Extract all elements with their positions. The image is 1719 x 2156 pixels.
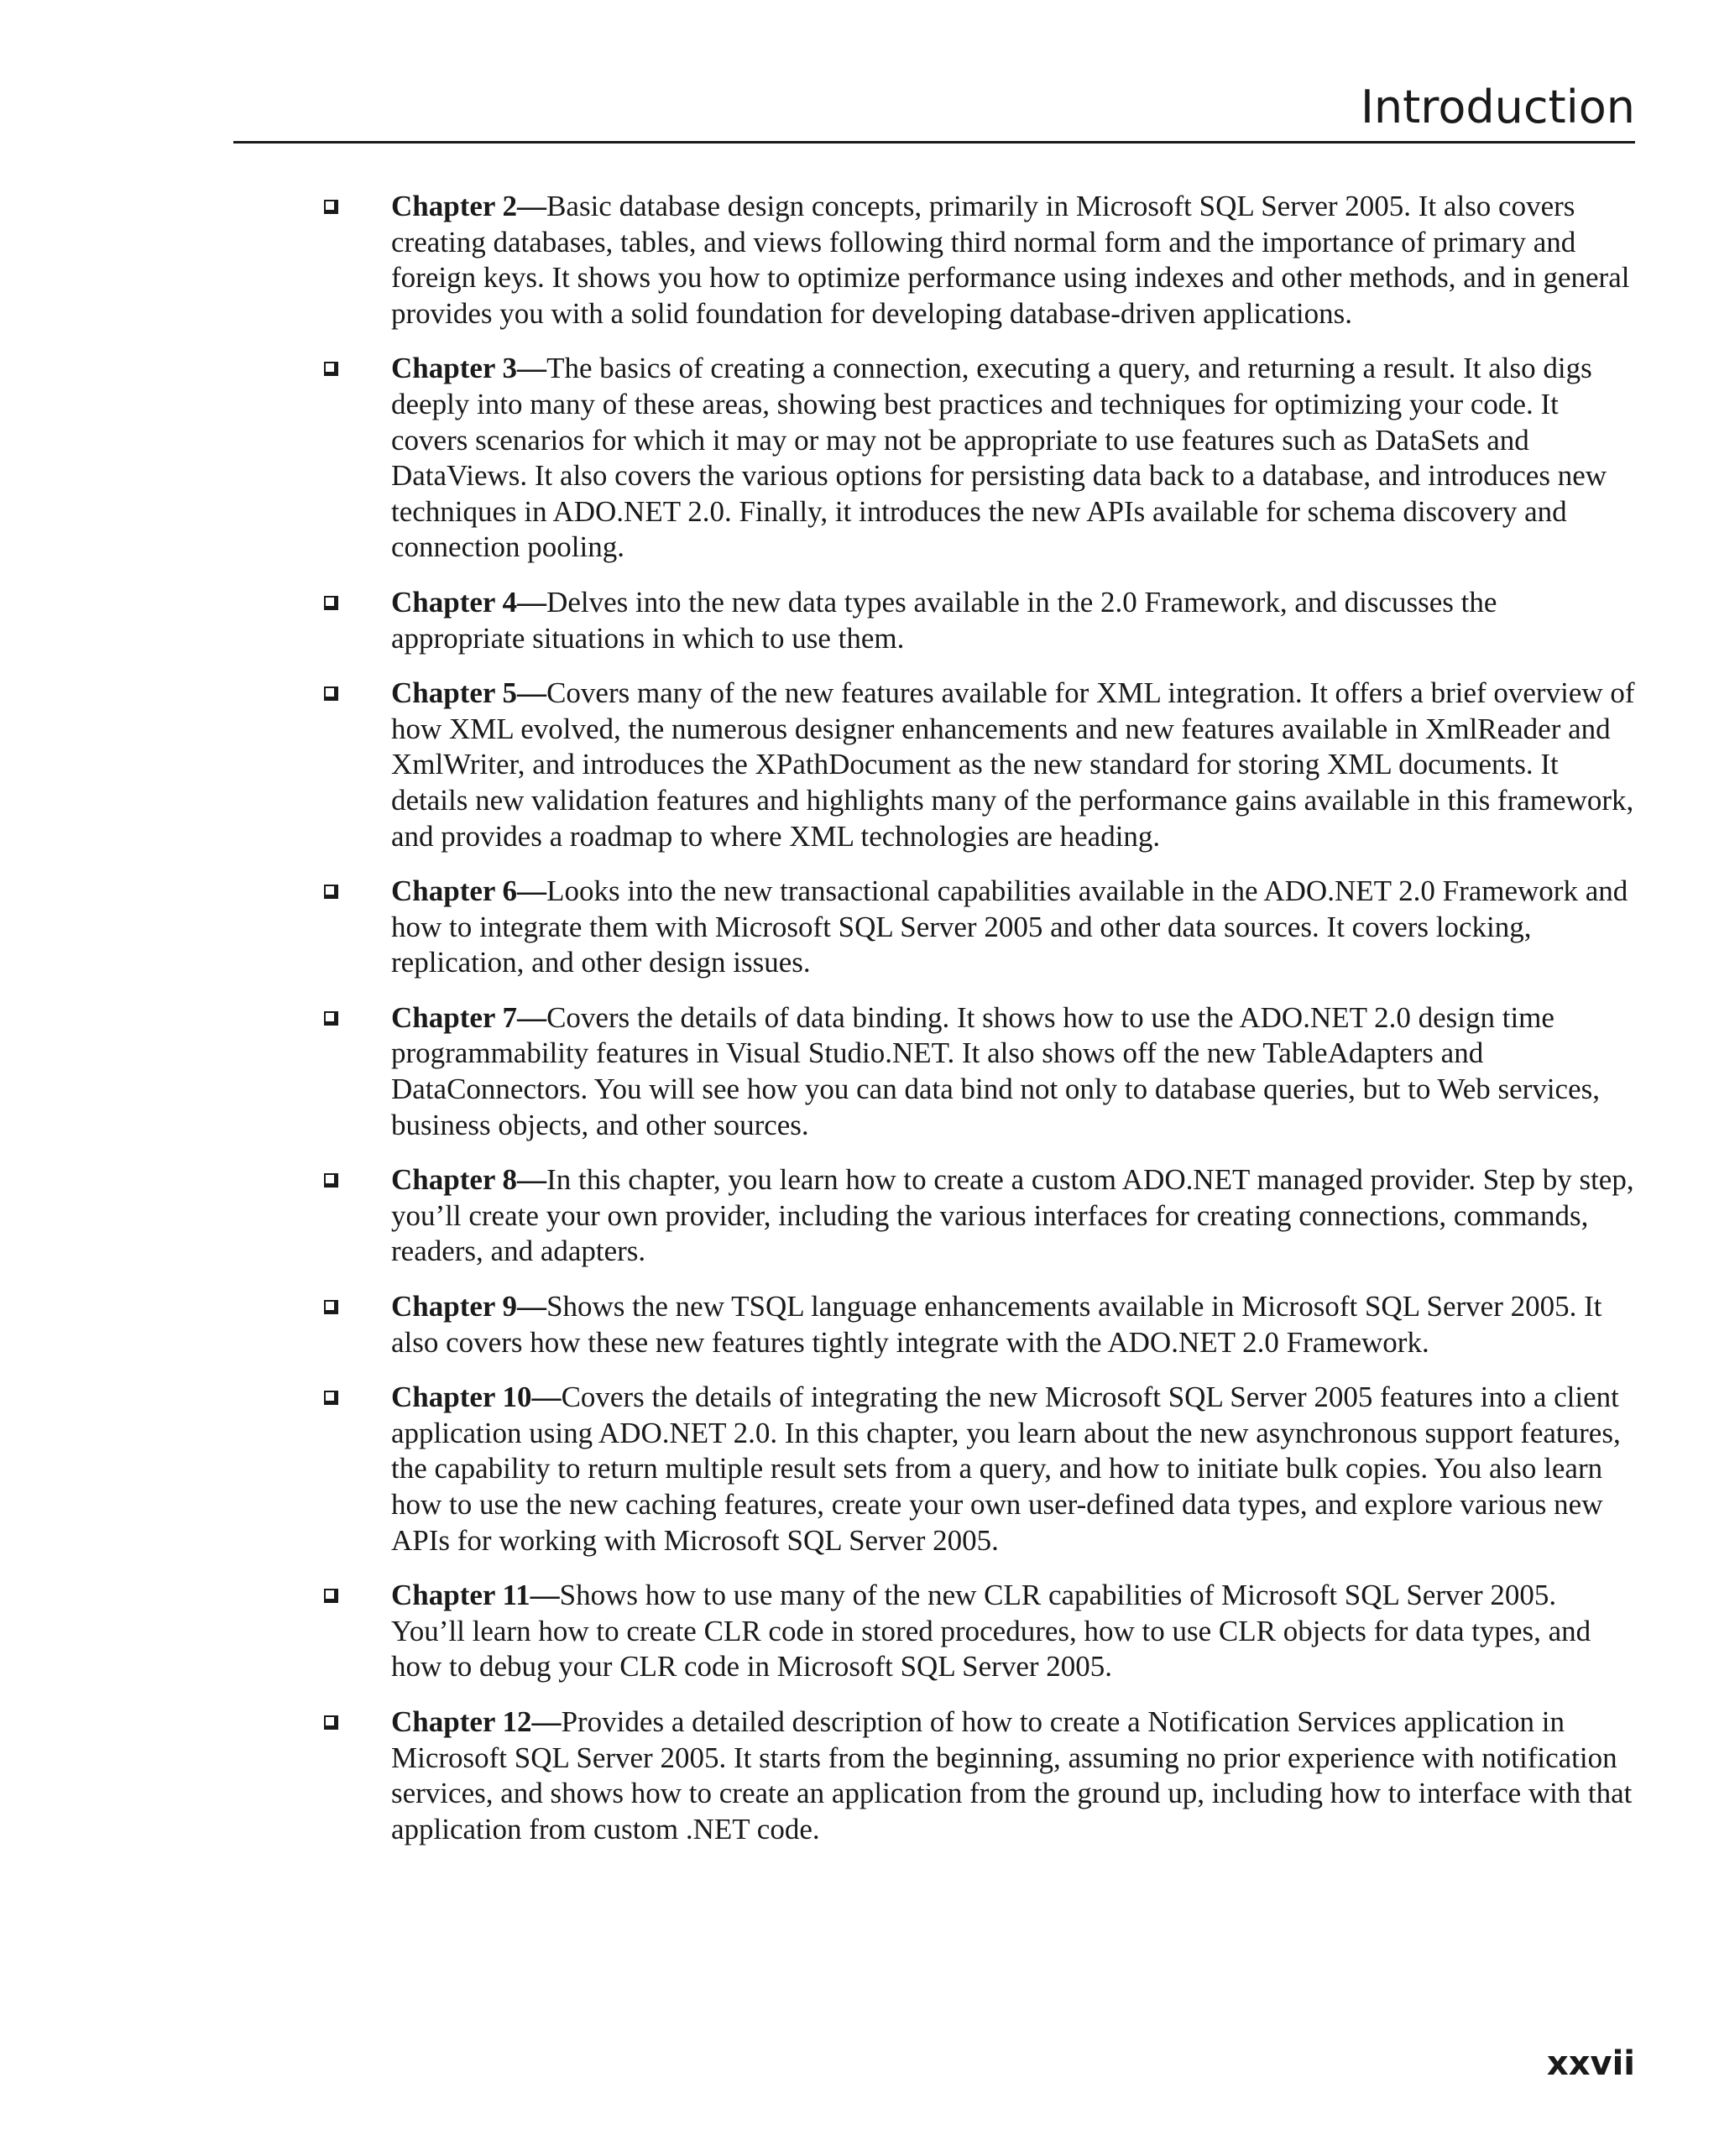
chapter-list-item [319,1578,1635,1685]
chapter-list-item [319,1704,1635,1847]
chapter-list-item [319,676,1635,854]
chapter-label: Chapter 11— [391,1579,560,1612]
chapter-label: Chapter 3— [391,352,547,385]
page-number: xxvii [1546,2044,1635,2083]
chapter-label: Chapter 2— [391,190,547,222]
chapter-label: Chapter 12— [391,1704,562,1738]
chapter-list-item [319,189,1635,331]
chapter-list-item [319,874,1635,981]
checkbox-bullet-icon [324,1173,338,1188]
chapter-description: Shows the new TSQL language enhancements available in Microsoft SQL Server 2005. It also covers how these new features tightly integrate with the ADO.NET 2.0 Framework. [391,1290,1602,1359]
checkbox-bullet-icon [324,1011,338,1026]
checkbox-bullet-icon [324,686,338,701]
chapter-list-item [319,585,1635,656]
chapter-description: Basic database design concepts, primarily in Microsoft SQL Server 2005. It also covers creating databases, tables, and views following third normal form and the importance of primary and foreign keys. It shows you how to optimize performance using indexes and other methods, and in general provides you with a solid foundation for developing database-driven applications. [391,190,1630,330]
chapter-label: Chapter 10— [391,1381,562,1414]
chapter-description: In this chapter, you learn how to create a custom ADO.NET managed provider. Step by step, you’ll create your own provider, including the various interfaces for creating connections, commands, readers, and adapters. [391,1163,1634,1268]
checkbox-bullet-icon [324,1391,338,1405]
checkbox-bullet-icon [324,1589,338,1603]
chapter-list-item [319,1289,1635,1360]
chapter-list-item [319,351,1635,566]
checkbox-bullet-icon [324,596,338,610]
chapter-list-item [319,1000,1635,1143]
chapter-list-item [319,1162,1635,1270]
chapter-list-item [319,1380,1635,1558]
chapter-label: Chapter 4— [391,585,547,619]
chapter-description: Covers the details of integrating the new Microsoft SQL Server 2005 features into a client application using ADO.NET 2.0. In this chapter, you learn about the new asynchronous support features, the capability to return multiple result sets from a query, and how to initiate bulk copies. You also learn how to use the new caching features, create your own user-defined data types, and explore various new APIs for working with Microsoft SQL Server 2005. [391,1381,1621,1557]
chapter-description: The basics of creating a connection, executing a query, and returning a result. It also digs deeply into many of these areas, showing best practices and techniques for optimizing your code. It covers scenarios for which it may or may not be appropriate to use features such as DataSets and DataViews. It also covers the various options for persisting data back to a database, and introduces new techniques in ADO.NET 2.0. Finally, it introduces the new APIs available for schema discovery and connection pooling. [391,352,1607,564]
chapter-description: Looks into the new transactional capabilities available in the ADO.NET 2.0 Framework and how to integrate them with Microsoft SQL Server 2005 and other data sources. It covers locking, replication, and other design issues. [391,874,1628,979]
running-header-title: Introduction [1360,81,1635,133]
chapter-description: Delves into the new data types available in the 2.0 Framework, and discusses the appropriate situations in which to use them. [391,585,1497,655]
checkbox-bullet-icon [324,885,338,899]
chapter-label: Chapter 8— [391,1163,547,1197]
header-rule [233,141,1635,144]
checkbox-bullet-icon [324,200,338,214]
chapter-description: Provides a detailed description of how to create a Notification Services application in Microsoft SQL Server 2005. It starts from the beginning, assuming no prior experience with notification services, and shows how to create an application from the ground up, including how to interface with that application from custom .NET code. [391,1704,1633,1845]
chapter-label: Chapter 6— [391,874,547,908]
chapter-label: Chapter 5— [391,676,547,710]
chapter-description: Covers the details of data binding. It shows how to use the ADO.NET 2.0 design time programmability features in Visual Studio.NET. It also shows off the new TableAdapters and DataConnectors. You will see how you can data bind not only to database queries, but to Web services, business objects, and other sources. [391,1000,1600,1141]
chapter-label: Chapter 9— [391,1290,547,1323]
chapter-description: Shows how to use many of the new CLR capabilities of Microsoft SQL Server 2005. You’ll learn how to create CLR code in stored procedures, how to use CLR objects for data types, and how to debug your CLR code in Microsoft SQL Server 2005. [391,1579,1591,1684]
chapter-description: Covers many of the new features available for XML integration. It offers a brief overview of how XML evolved, the numerous designer enhancements and new features available in XmlReader and XmlWriter, and introduces the XPathDocument as the new standard for storing XML documents. It details new validation features and highlights many of the performance gains available in this framework, and provides a roadmap to where XML technologies are heading. [391,676,1635,853]
checkbox-bullet-icon [324,1715,338,1730]
chapter-label: Chapter 7— [391,1000,547,1034]
chapter-list [319,189,1635,1866]
checkbox-bullet-icon [324,362,338,376]
checkbox-bullet-icon [324,1300,338,1314]
